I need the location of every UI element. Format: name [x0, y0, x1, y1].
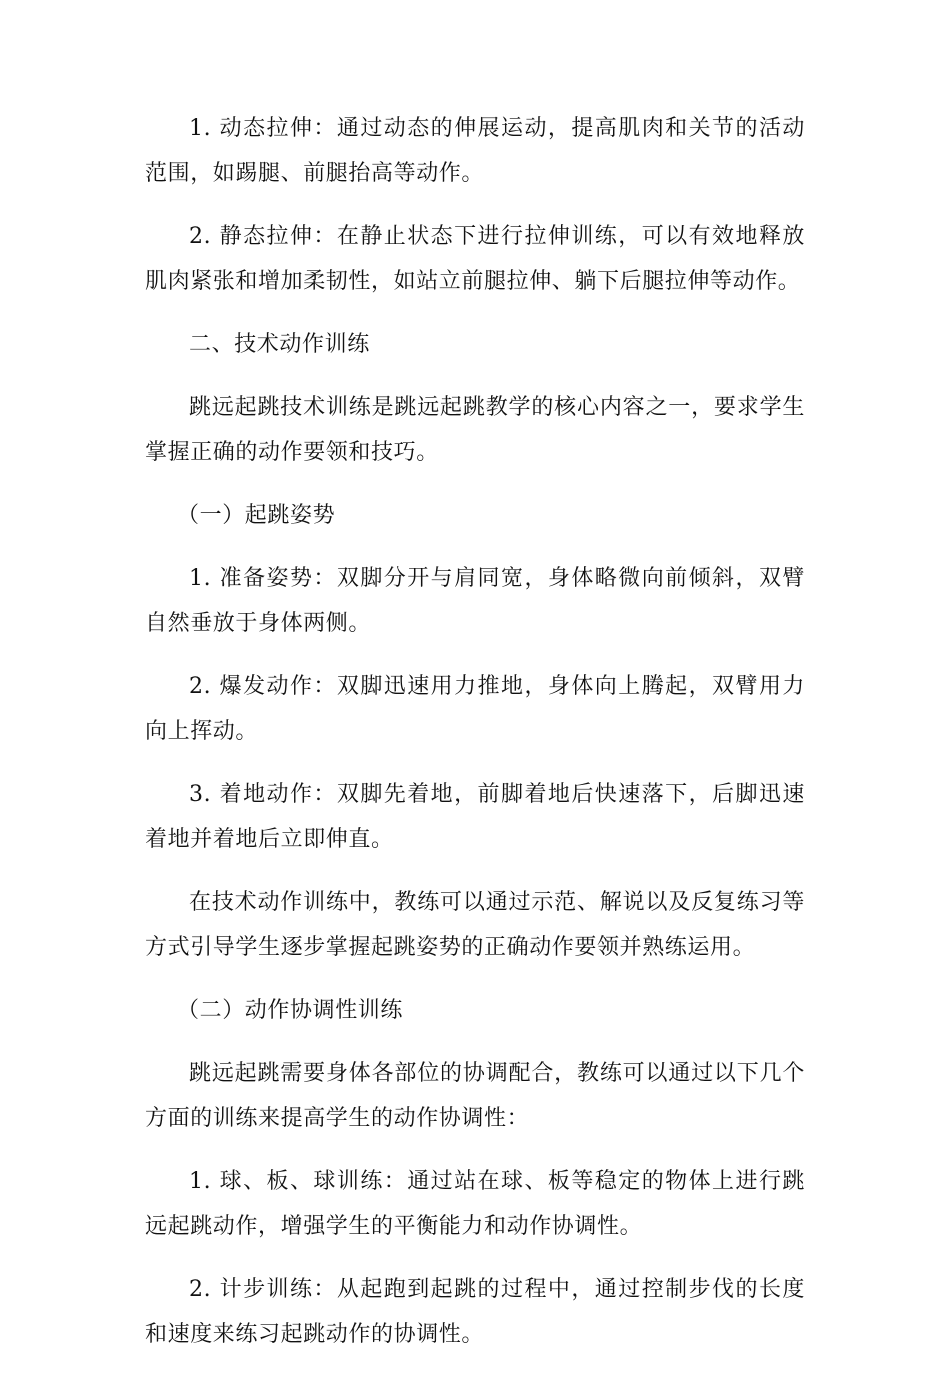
- subheading-coordination: （二）动作协调性训练: [177, 998, 404, 1023]
- paragraph-coordination-intro: 跳远起跳需要身体各部位的协调配合，教练可以通过以下几个方面的训练来提高学生的动作协调性：: [145, 1061, 805, 1131]
- paragraph-ball-board-training: 1. 球、板、球训练：通过站在球、板等稳定的物体上进行跳远起跳动作，增强学生的平衡能力和动作协调性。: [145, 1169, 805, 1239]
- paragraph-landing-action: 3. 着地动作：双脚先着地，前脚着地后快速落下，后脚迅速着地并着地后立即伸直。: [145, 782, 805, 852]
- paragraph-dynamic-stretch: 1. 动态拉伸：通过动态的伸展运动，提高肌肉和关节的活动范围，如踢腿、前腿抬高等动作。: [145, 116, 805, 186]
- document-body: [145, 106, 805, 1375]
- paragraph-coach-guidance: 在技术动作训练中，教练可以通过示范、解说以及反复练习等方式引导学生逐步掌握起跳姿势的正确动作要领并熟练运用。: [145, 890, 805, 960]
- paragraph-ready-posture: 1. 准备姿势：双脚分开与肩同宽，身体略微向前倾斜，双臂自然垂放于身体两侧。: [145, 566, 805, 636]
- subheading-takeoff-posture: （一）起跳姿势: [177, 503, 336, 528]
- paragraph-step-training: 2. 计步训练：从起跑到起跳的过程中，通过控制步伐的长度和速度来练习起跳动作的协调性。: [145, 1277, 805, 1347]
- section-heading-technique: 二、技术动作训练: [189, 332, 370, 357]
- paragraph-technique-intro: 跳远起跳技术训练是跳远起跳教学的核心内容之一，要求学生掌握正确的动作要领和技巧。: [145, 395, 805, 465]
- paragraph-explosive-action: 2. 爆发动作：双脚迅速用力推地，身体向上腾起，双臂用力向上挥动。: [145, 674, 805, 744]
- paragraph-static-stretch: 2. 静态拉伸：在静止状态下进行拉伸训练，可以有效地释放肌肉紧张和增加柔韧性，如站立前腿拉伸、躺下后腿拉伸等动作。: [145, 224, 805, 294]
